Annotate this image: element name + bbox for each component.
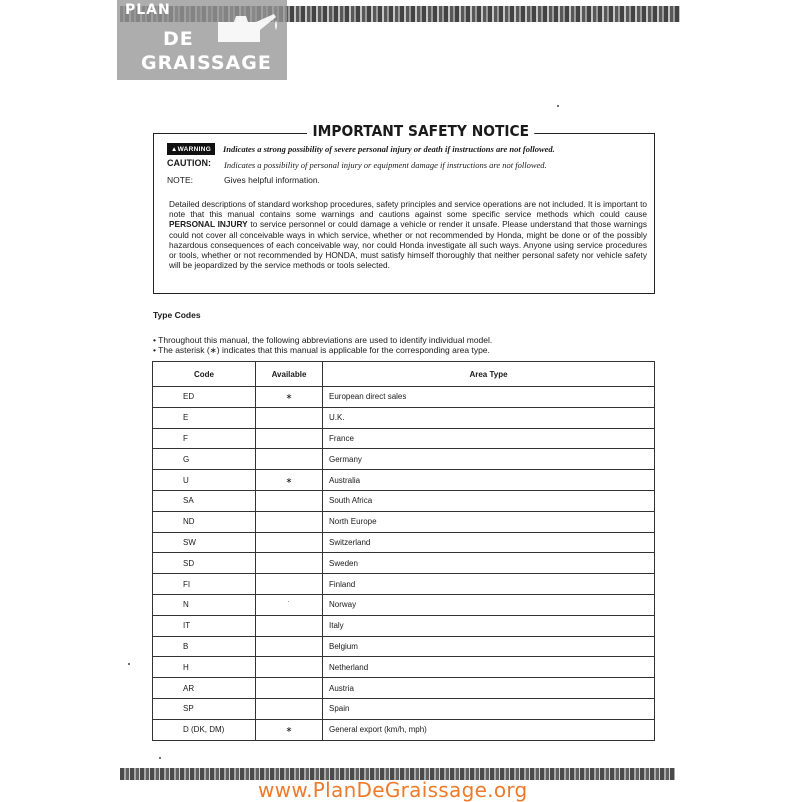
table-row <box>153 407 655 428</box>
table-row <box>153 387 655 408</box>
cell-code: SD <box>153 553 256 574</box>
cell-area: North Europe <box>323 511 655 532</box>
cell-code: FI <box>153 574 256 595</box>
type-codes-bullet-2: • The asterisk (∗) indicates that this manual is applicable for the corresponding area type. <box>153 345 490 355</box>
cell-code: AR <box>153 678 256 699</box>
note-text: Gives helpful information. <box>224 175 320 185</box>
cell-area: General export (km/h, mph) <box>323 719 655 740</box>
cell-code: SA <box>153 490 256 511</box>
table-row <box>153 470 655 491</box>
cell-area: Australia <box>323 470 655 491</box>
cell-area: Germany <box>323 449 655 470</box>
cell-code: E <box>153 407 256 428</box>
caution-text: Indicates a possibility of personal injury or equipment damage if instructions are not followed. <box>224 160 547 170</box>
cell-code: H <box>153 657 256 678</box>
cell-available <box>256 615 323 636</box>
cell-available <box>256 428 323 449</box>
safety-notice-title: IMPORTANT SAFETY NOTICE <box>307 122 535 140</box>
table-header-row <box>153 362 655 387</box>
warning-badge: ▲WARNING <box>167 143 215 155</box>
cell-code: SW <box>153 532 256 553</box>
cell-area: Italy <box>323 615 655 636</box>
table-row <box>153 449 655 470</box>
cell-available: ∗ <box>256 470 323 491</box>
logo-word-graissage: GRAISSAGE <box>141 52 272 74</box>
cell-area: European direct sales <box>323 387 655 408</box>
cell-code: ED <box>153 387 256 408</box>
table-row <box>153 511 655 532</box>
cell-code: SP <box>153 698 256 719</box>
logo-word-de: DE <box>163 28 194 50</box>
warning-text: Indicates a strong possibility of severe personal injury or death if instructions are not followed. <box>223 144 555 154</box>
cell-available <box>256 532 323 553</box>
cell-available <box>256 553 323 574</box>
type-codes-table <box>152 361 655 741</box>
table-row <box>153 615 655 636</box>
table-row <box>153 574 655 595</box>
cell-available <box>256 574 323 595</box>
cell-available <box>256 698 323 719</box>
cell-area: Norway <box>323 594 655 615</box>
cell-area: France <box>323 428 655 449</box>
type-codes-bullet-1: • Throughout this manual, the following abbreviations are used to identify individual model. <box>153 335 493 345</box>
cell-area: U.K. <box>323 407 655 428</box>
cell-code: B <box>153 636 256 657</box>
type-codes-heading: Type Codes <box>153 310 201 320</box>
cell-available: ˙ <box>256 594 323 615</box>
scan-speck <box>128 663 130 665</box>
cell-available <box>256 678 323 699</box>
cell-area: Spain <box>323 698 655 719</box>
paragraph-bold-personal-injury: PERSONAL INJURY <box>169 219 248 230</box>
cell-available: ∗ <box>256 719 323 740</box>
table-row <box>153 594 655 615</box>
cell-area: Belgium <box>323 636 655 657</box>
oil-can-icon <box>212 8 282 48</box>
table-row <box>153 698 655 719</box>
cell-area: Sweden <box>323 553 655 574</box>
cell-area: Austria <box>323 678 655 699</box>
cell-code: IT <box>153 615 256 636</box>
cell-available <box>256 636 323 657</box>
cell-available <box>256 490 323 511</box>
table-row <box>153 490 655 511</box>
cell-area: Finland <box>323 574 655 595</box>
table-row <box>153 636 655 657</box>
cell-code: U <box>153 470 256 491</box>
cell-code: D (DK, DM) <box>153 719 256 740</box>
header-area-type: Area Type <box>323 362 655 387</box>
cell-available <box>256 449 323 470</box>
cell-code: ND <box>153 511 256 532</box>
paragraph-text-a: Detailed descriptions of standard workshop procedures, safety principles and service operations are not included. It is important to note that this manual contains some warnings and cautions against some specific service methods which could cause <box>169 199 647 220</box>
cell-available <box>256 511 323 532</box>
scan-speck <box>159 757 161 759</box>
note-label: NOTE: <box>167 175 193 185</box>
watermark-url: www.PlanDeGraissage.org <box>258 778 528 802</box>
safety-notice-paragraph <box>169 199 647 270</box>
cell-available: ∗ <box>256 387 323 408</box>
cell-code: G <box>153 449 256 470</box>
site-logo <box>117 0 287 80</box>
cell-available <box>256 657 323 678</box>
logo-word-plan: PLAN <box>125 2 171 18</box>
table-row <box>153 553 655 574</box>
cell-area: South Africa <box>323 490 655 511</box>
scan-speck <box>557 105 559 107</box>
header-available: Available <box>256 362 323 387</box>
paragraph-text-b: to service personnel or could damage a vehicle or render it unsafe. Please understand that those warnings could not cover all conceivable ways in which service, whether or not recommended by Honda, might be done or of the possibly hazardous consequences of each conceivable way, nor could Honda investigate all such ways. Anyone using service procedures or tools, whether or not recommended by HONDA, must satisfy himself thoroughly that neither personal safety nor vehicle safety will be jeopardized by the service methods or tools selected. <box>169 219 648 271</box>
header-code: Code <box>153 362 256 387</box>
table-row <box>153 678 655 699</box>
cell-area: Switzerland <box>323 532 655 553</box>
caution-label: CAUTION: <box>167 158 211 168</box>
table-row <box>153 657 655 678</box>
cell-code: F <box>153 428 256 449</box>
cell-area: Netherland <box>323 657 655 678</box>
table-row <box>153 428 655 449</box>
table-row <box>153 532 655 553</box>
cell-available <box>256 407 323 428</box>
table-row <box>153 719 655 740</box>
cell-code: N <box>153 594 256 615</box>
